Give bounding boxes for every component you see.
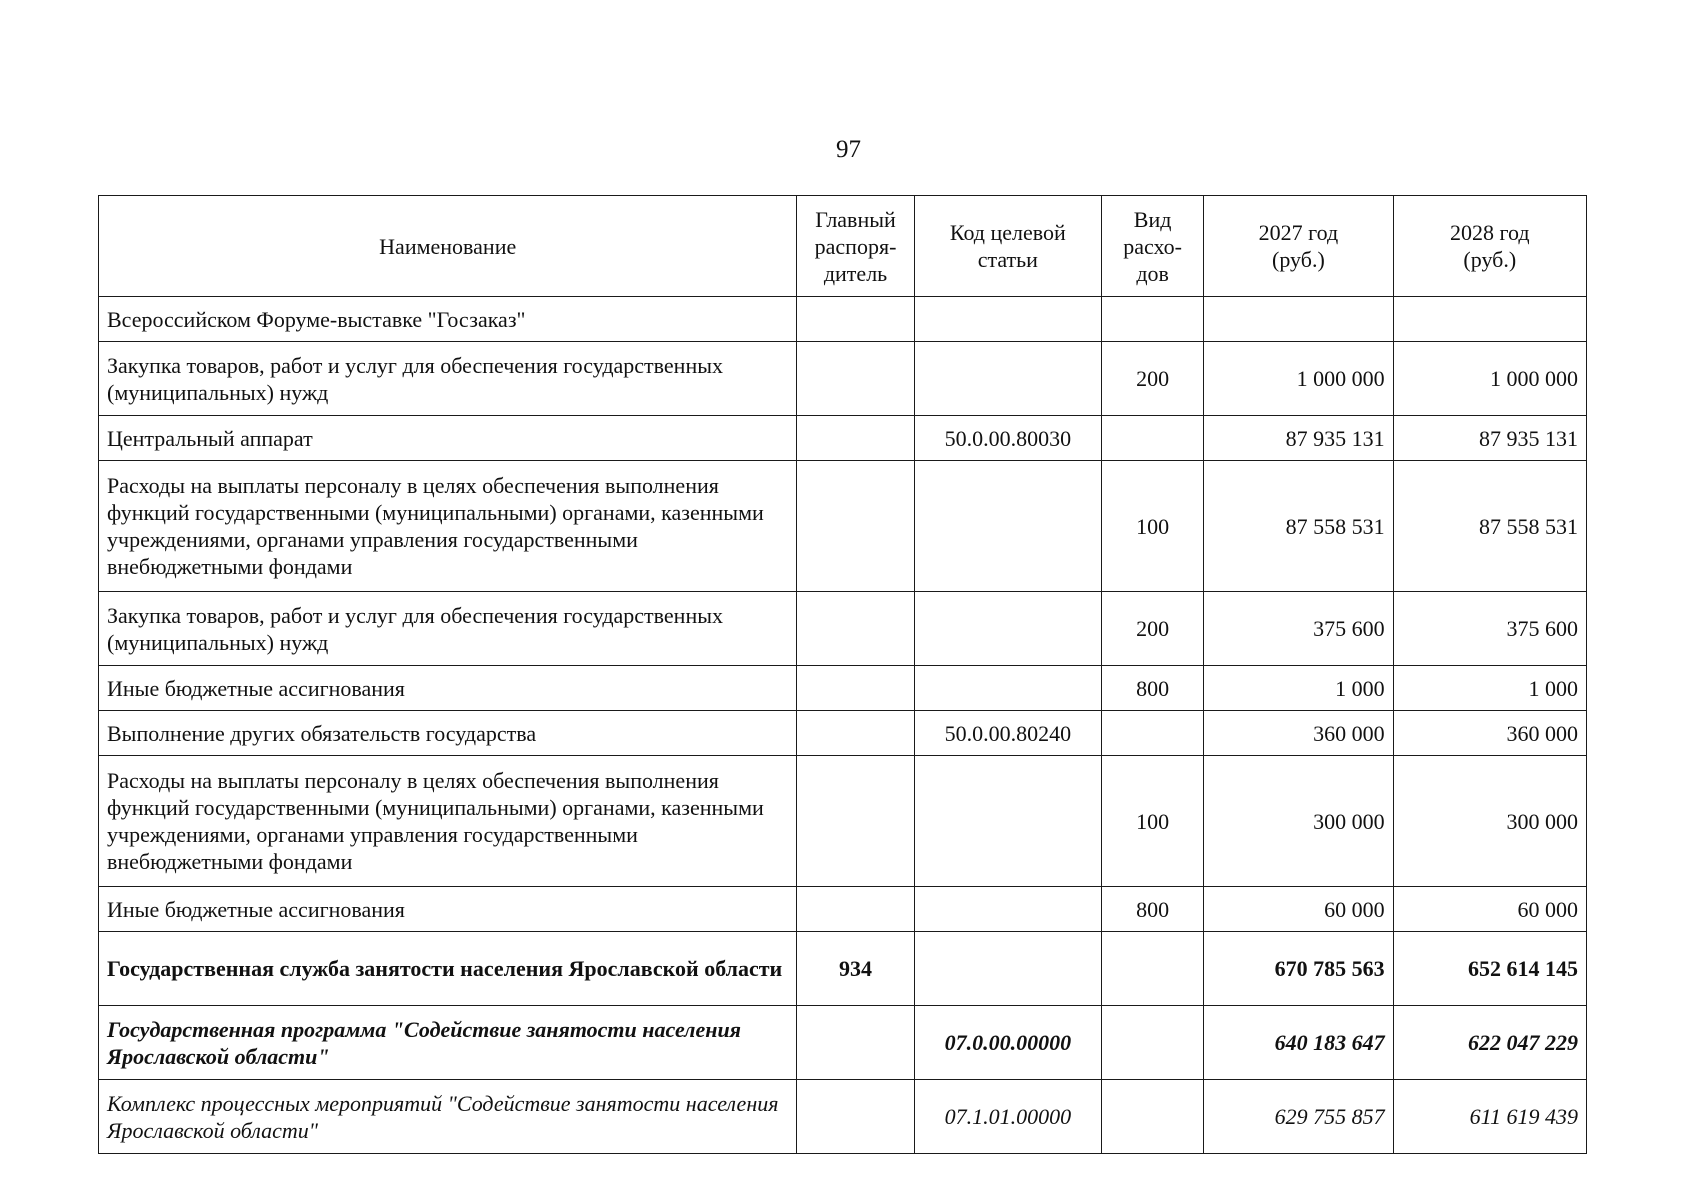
header-kind: Вид расхо-дов [1102,196,1204,297]
row-code [914,932,1101,1006]
row-manager [797,756,914,887]
row-2028: 1 000 000 [1393,342,1586,416]
header-manager: Главный распоря-дитель [797,196,914,297]
budget-table [98,195,1587,1154]
row-manager [797,711,914,756]
table-row [99,297,1587,342]
row-2028: 375 600 [1393,592,1586,666]
row-name: Всероссийском Форуме-выставке "Госзаказ" [99,297,797,342]
table-row [99,887,1587,932]
row-code [914,756,1101,887]
row-manager: 934 [797,932,914,1006]
row-kind: 200 [1102,592,1204,666]
row-2028: 87 935 131 [1393,416,1586,461]
row-code [914,461,1101,592]
table-row [99,592,1587,666]
row-2028: 611 619 439 [1393,1080,1586,1154]
row-name: Центральный аппарат [99,416,797,461]
row-code [914,592,1101,666]
row-manager [797,1006,914,1080]
row-2028: 622 047 229 [1393,1006,1586,1080]
table-row [99,711,1587,756]
row-2027: 1 000 000 [1204,342,1393,416]
row-2028: 1 000 [1393,666,1586,711]
row-manager [797,1080,914,1154]
table-row [99,666,1587,711]
row-2028: 87 558 531 [1393,461,1586,592]
row-2027 [1204,297,1393,342]
row-code [914,297,1101,342]
row-kind [1102,711,1204,756]
table-row [99,416,1587,461]
row-code: 50.0.00.80030 [914,416,1101,461]
row-name: Расходы на выплаты персоналу в целях обеспечения выполнения функций государственными (муниципальными) органами, казенными учреждениями, органами управления государственными внебюджетными фондами [99,756,797,887]
table-row [99,342,1587,416]
row-2027: 629 755 857 [1204,1080,1393,1154]
row-kind [1102,1006,1204,1080]
row-2028: 652 614 145 [1393,932,1586,1006]
row-2027: 1 000 [1204,666,1393,711]
row-name: Расходы на выплаты персоналу в целях обеспечения выполнения функций государственными (муниципальными) органами, казенными учреждениями, органами управления государственными внебюджетными фондами [99,461,797,592]
row-manager [797,666,914,711]
row-name: Закупка товаров, работ и услуг для обеспечения государственных (муниципальных) нужд [99,592,797,666]
row-manager [797,297,914,342]
row-kind: 100 [1102,461,1204,592]
table-row [99,1080,1587,1154]
row-code: 50.0.00.80240 [914,711,1101,756]
table-row [99,756,1587,887]
row-code [914,887,1101,932]
row-2027: 60 000 [1204,887,1393,932]
row-2027: 87 558 531 [1204,461,1393,592]
table-row [99,1006,1587,1080]
row-manager [797,461,914,592]
page-number: 97 [836,136,861,163]
row-name: Иные бюджетные ассигнования [99,887,797,932]
row-code: 07.0.00.00000 [914,1006,1101,1080]
row-name: Выполнение других обязательств государства [99,711,797,756]
row-2028: 360 000 [1393,711,1586,756]
row-2027: 300 000 [1204,756,1393,887]
row-code [914,666,1101,711]
row-kind: 100 [1102,756,1204,887]
row-kind [1102,297,1204,342]
header-2027: 2027 год (руб.) [1204,196,1393,297]
row-name: Государственная программа "Содействие занятости населения Ярославской области" [99,1006,797,1080]
row-manager [797,592,914,666]
row-name: Иные бюджетные ассигнования [99,666,797,711]
row-2027: 360 000 [1204,711,1393,756]
row-manager [797,342,914,416]
row-name: Комплекс процессных мероприятий "Содействие занятости населения Ярославской области" [99,1080,797,1154]
table-row [99,461,1587,592]
row-2028: 60 000 [1393,887,1586,932]
row-name: Государственная служба занятости населения Ярославской области [99,932,797,1006]
row-2027: 640 183 647 [1204,1006,1393,1080]
header-row [99,196,1587,297]
row-2028 [1393,297,1586,342]
row-kind: 800 [1102,887,1204,932]
row-name: Закупка товаров, работ и услуг для обеспечения государственных (муниципальных) нужд [99,342,797,416]
row-2027: 670 785 563 [1204,932,1393,1006]
header-code: Код целевой статьи [914,196,1101,297]
row-kind [1102,932,1204,1006]
row-manager [797,416,914,461]
header-2028: 2028 год (руб.) [1393,196,1586,297]
table-row [99,932,1587,1006]
row-kind [1102,1080,1204,1154]
row-kind: 800 [1102,666,1204,711]
row-manager [797,887,914,932]
row-code: 07.1.01.00000 [914,1080,1101,1154]
row-2028: 300 000 [1393,756,1586,887]
row-kind: 200 [1102,342,1204,416]
row-code [914,342,1101,416]
row-kind [1102,416,1204,461]
row-2027: 375 600 [1204,592,1393,666]
row-2027: 87 935 131 [1204,416,1393,461]
header-name: Наименование [99,196,797,297]
